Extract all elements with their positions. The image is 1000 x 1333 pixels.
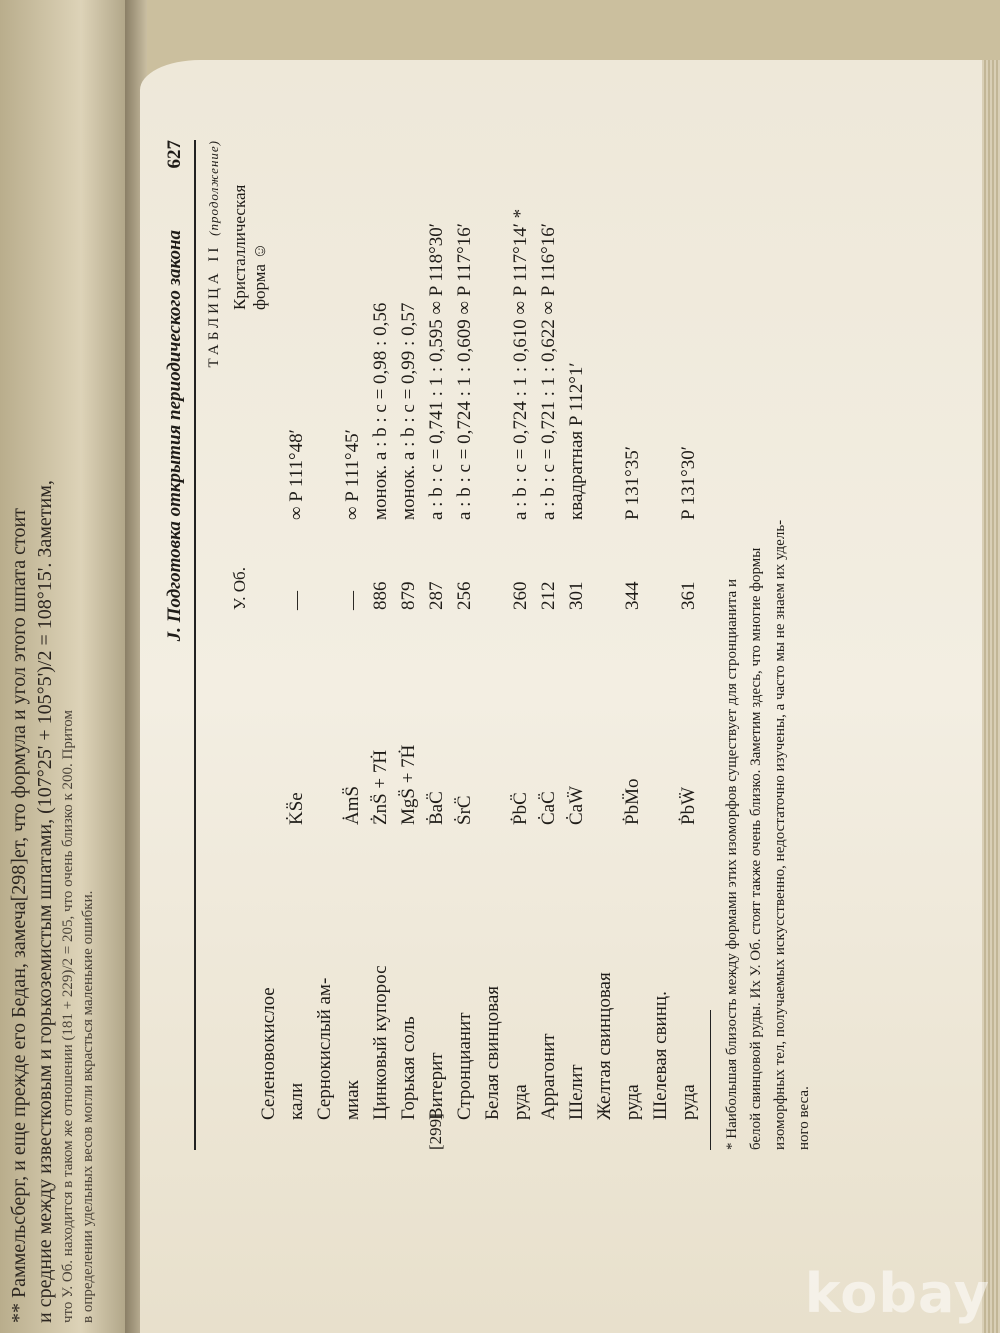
row-name: Витерит (426, 1052, 447, 1120)
header-title: J. Подготовка открытия периодического закона (164, 230, 185, 642)
row-name: руда (678, 1084, 699, 1120)
row-uo: 212 (538, 581, 559, 610)
row-name: Шелевая свинц. (650, 991, 671, 1120)
row-uo: — (342, 591, 363, 610)
row-name: Цинковый купорос (370, 965, 391, 1120)
row-formula: ḂaC̈ (426, 791, 447, 825)
row-uo: 260 (510, 581, 531, 610)
row-cryst: квадратная P 112°1′ (566, 362, 587, 520)
table-title-text: ТАБЛИЦА II (206, 243, 222, 368)
row-name: Стронцианит (454, 1012, 475, 1120)
row-uo: 344 (622, 581, 643, 610)
row-uo: 879 (398, 581, 419, 610)
row-name: Селеновокислое (258, 987, 279, 1120)
footnote-line: изоморфных тел, получаемых искусственно, недостаточно изучены, а часто мы не знаем их удель- (772, 519, 788, 1150)
row-cryst: a : b : c = 0,724 : 1 : 0,610 ∞ P 117°14′ * (510, 208, 531, 520)
table-row (510, 140, 538, 1150)
row-name: Белая свинцовая (482, 985, 503, 1120)
row-uo: — (286, 591, 307, 610)
row-cryst: a : b : c = 0,724 : 1 : 0,609 ∞ P 117°16′ (454, 223, 475, 520)
row-cryst: a : b : c = 0,741 : 1 : 0,595 ∞ P 118°30′ (426, 223, 447, 520)
row-cryst: ∞ P 111°48′ (286, 429, 307, 520)
table-row (370, 140, 398, 1150)
table-row (314, 140, 342, 1150)
row-formula: ṖbẄ (678, 787, 699, 825)
table-row (426, 140, 454, 1150)
row-name: руда (510, 1084, 531, 1120)
table-row (398, 140, 426, 1150)
footnote (720, 150, 816, 1150)
footnote-rule (710, 1010, 711, 1150)
row-uo: 256 (454, 581, 475, 610)
row-cryst: a : b : c = 0,721 : 1 : 0,622 ∞ P 116°16′ (538, 223, 559, 520)
running-head (150, 140, 190, 1150)
table-row (454, 140, 482, 1150)
row-formula: ȦmS̈ (342, 785, 363, 825)
row-cryst: монок. a : b : c = 0,99 : 0,57 (398, 302, 419, 520)
header-rule (194, 140, 196, 1150)
row-cryst: P 131°30′ (678, 446, 699, 520)
left-line: ** Раммельсберг, и еще прежде его Бедан, замечa[298]ет, что формула и угол этого шпата стоит (8, 508, 30, 1323)
table-continued: (продолжение) (206, 140, 221, 236)
table-row (566, 140, 594, 1150)
row-name: Горькая соль (398, 1016, 419, 1120)
row-cryst: P 131°35′ (622, 446, 643, 520)
table-row (622, 140, 650, 1150)
rotated-page-content (150, 30, 850, 1150)
left-page-text (0, 153, 135, 1333)
row-name: Шелит (566, 1064, 587, 1120)
watermark-logo: kobay (804, 1262, 990, 1325)
row-name: миак (342, 1080, 363, 1120)
row-name: Аррагонит (538, 1033, 559, 1120)
left-line: в определении удельных весов могли вкрасться маленькие ошибки. (80, 890, 96, 1323)
row-formula: K̇S̈e (286, 792, 307, 825)
row-uo: 301 (566, 581, 587, 610)
row-number: [299] (426, 1113, 445, 1150)
row-formula: ĊaẄ (566, 785, 587, 825)
table-row (258, 140, 286, 1150)
page-number: 627 (164, 140, 185, 169)
footnote-line: * Наибольшая близость между формами этих изоморфов существует для стронцианита и (724, 579, 740, 1150)
table-row (286, 140, 314, 1150)
col-header-uo: У. Об. (230, 567, 249, 610)
footnote-line: ного веса. (796, 1086, 812, 1150)
left-line: и средние между известковым и горькоземистым шпатами, (107°25' + 105°5')/2 = 108°15'. Заметим, (34, 480, 56, 1323)
col-header-cryst: Кристаллическая форма ☺ (230, 184, 269, 310)
row-formula: ŻnS̈ + 7Ḣ (370, 749, 391, 825)
row-formula: ṖbC̈ (510, 792, 531, 825)
table-row (650, 140, 678, 1150)
table-row (342, 140, 370, 1150)
row-name: Желтая свинцовая (594, 972, 615, 1120)
page-edges (982, 60, 1000, 1333)
row-name: кали (286, 1082, 307, 1120)
table-body (258, 140, 706, 1150)
row-name: руда (622, 1084, 643, 1120)
table-title (206, 140, 223, 1150)
row-formula: ṠrC̈ (454, 795, 475, 825)
left-page (0, 0, 135, 1333)
table-row (678, 140, 706, 1150)
row-name: Сернокислый ам- (314, 977, 335, 1120)
table-row (538, 140, 566, 1150)
row-formula: ṖbM̈o (622, 778, 643, 825)
row-cryst: монок. a : b : c = 0,98 : 0,56 (370, 302, 391, 520)
row-formula: ĊaC̈ (538, 791, 559, 825)
table-row (594, 140, 622, 1150)
row-uo: 287 (426, 581, 447, 610)
row-cryst: ∞ P 111°45′ (342, 429, 363, 520)
table-row (482, 140, 510, 1150)
row-uo: 361 (678, 581, 699, 610)
row-uo: 886 (370, 581, 391, 610)
footnote-line: белой свинцовой руды. Их У. Об. стоят также очень близко. Заметим здесь, что многие формы (748, 547, 764, 1150)
row-formula: MgS̈ + 7Ḣ (398, 744, 419, 825)
left-line: что У. Об. находится в таком же отношении (181 + 229)/2 = 205, что очень близко к 200. Притом (60, 710, 76, 1323)
